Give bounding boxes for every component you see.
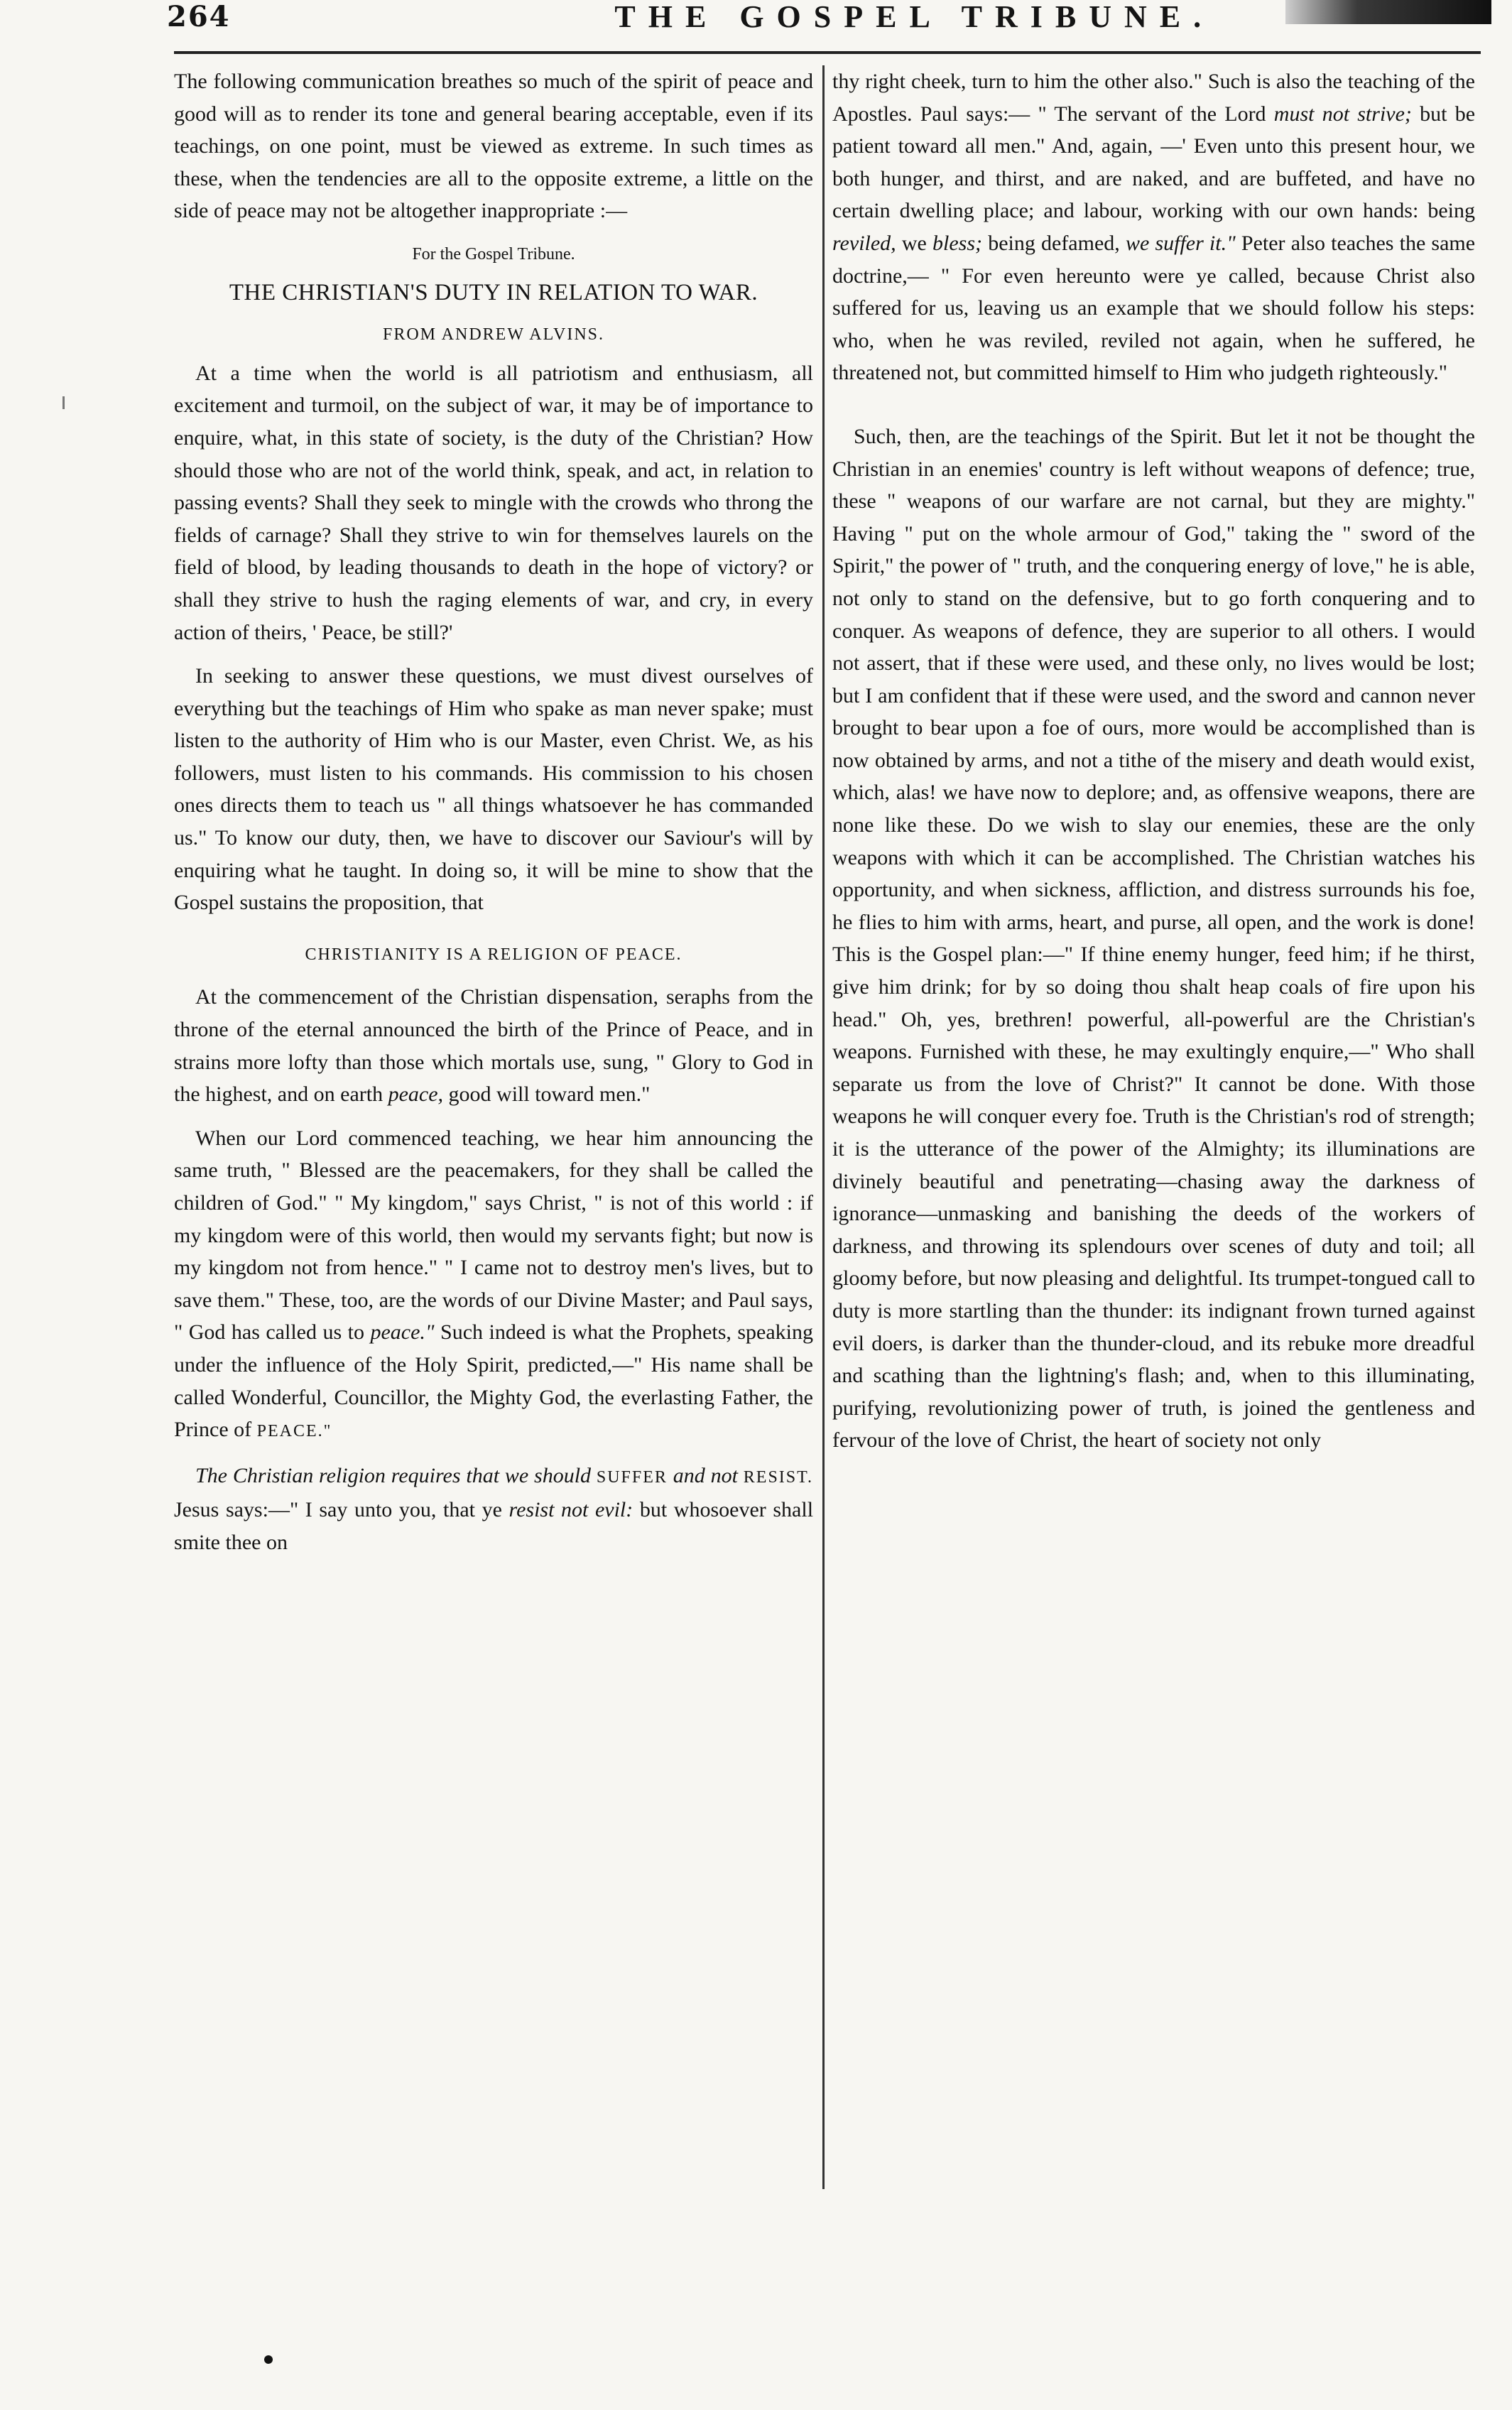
r-p1-a: thy right cheek, turn to him the other also." Such is also the teaching of the Apostles. Paul says:— " The servant of the Lord	[832, 70, 1475, 126]
p5-and-not: and not	[673, 1463, 738, 1487]
p5-resist-not: resist not evil:	[508, 1498, 633, 1522]
paragraph-2: In seeking to answer these questions, we must divest ourselves of everything but the teachings of Him who spake as man never spake; must listen to the authority of Him who is our Master, even Christ. We, as his followers, must listen to his commands. His commission to his chosen ones directs them to teach us " all things whatsoever he has commanded us." To know our duty, then, we have to discover our Saviour's will by enquiring what he taught. In doing so, it will be mine to show that the Gospel sustains the proposition, that	[174, 664, 813, 915]
p3-peace: peace,	[388, 1082, 444, 1107]
r-p1-must: must not strive;	[1273, 102, 1412, 126]
r-p1-c: being defamed,	[988, 231, 1120, 255]
p5-resist: RESIST.	[743, 1467, 814, 1487]
p4-final: PEACE."	[256, 1422, 332, 1441]
left-column	[174, 65, 813, 1570]
p3-end: good will toward men."	[448, 1082, 651, 1107]
masthead-rule	[174, 51, 1481, 54]
paragraph-1: At a time when the world is all patriotism and enthusiasm, all excitement and turmoil, on the subject of war, it may be of importance to enquire, what, in this state of society, is the duty of the Christian? How should those who are not of the world think, speak, and act, in relation to passing events? Shall they seek to mingle with the crowds who throng the fields of carnage? Shall they strive to win for themselves laurels on the field of blood, by leading thousands to death in the hope of victory? or shall they strive to hush the raging elements of war, and cry, in every action of theirs, ' Peace, be still?'	[174, 361, 813, 644]
margin-mark	[62, 396, 65, 409]
ink-dot	[264, 2355, 273, 2364]
r-p1-we: we	[901, 231, 927, 255]
publication-title: THE GOSPEL TRIBUNE.	[614, 0, 1214, 34]
p4-end: Such indeed is what the Prophets, speaking under the influence of the Holy Spirit, predicted,—" His name shall be called Wonderful, Councillor, the Mighty God, the everlasting Father, the Prince of	[174, 1320, 814, 1442]
editor-intro: The following communication breathes so much of the spirit of peace and good will as to render its tone and general bearing acceptable, even if its teachings, on one point, must be viewed as extreme. In such times as these, when the tendencies are all to the opposite extreme, a little on the side of peace may not be altogether inappropriate :—	[174, 70, 813, 223]
paragraph-3	[174, 981, 813, 1110]
p5-ye: ye	[482, 1498, 502, 1522]
p5-main: Jesus says:—" I say unto you, that	[174, 1498, 475, 1522]
p4-peace: peace."	[370, 1320, 435, 1345]
r-p1-b: but be patient toward all men." And, again, —' Even unto this present hour, we both hunger, and thirst, and are naked, and are buffeted, and have no certain dwelling place; and labour, working with our own hands: being	[832, 102, 1476, 223]
paragraph-5	[174, 1460, 813, 1559]
r-p1-d: Peter also teaches the same doctrine,— " For even hereunto were ye called, because Christ also suffered for us, leaving us an example that we should follow his steps: who, when he was reviled, reviled not again, when he suffered, he threatened not, but committed himself to Him who judgeth righteously."	[832, 231, 1476, 385]
p5-suffer: SUFFER	[596, 1467, 668, 1487]
byline: FROM ANDREW ALVINS.	[382, 325, 605, 344]
right-paragraph-2: Such, then, are the teachings of the Spirit. But let it not be thought the Christian in an enemies' country is left without weapons of defence; true, these " weapons of our warfare are not carnal, but they are mighty." Having " put on the whole armour of God," taking the " sword of the Spirit," the power of " truth, and the conquering energy of love," he is able, not only to stand on the defensive, but to go forth conquering and to conquer. As weapons of defence, they are superior to all others. I would not assert, that if these were used, and these only, no lives would be lost; but I am confident that if these were used, and the sword and cannon never brought to bear upon a foe of ours, more would be accomplished than is now obtained by arms, and not a tithe of the misery and death would exist, which, alas! we have now to deplore; and, as offensive weapons, there are none like these. Do we wish to slay our enemies, these are the only weapons with which it can be accomplished. The Christian watches his opportunity, and when sickness, affliction, and distress surrounds his foe, he flies to him with arms, heart, and purse, all open, and the work is done! This is the Gospel plan:—" If thine enemy hunger, feed him; if he thirst, give him drink; for by so doing thou shalt heap coals of fire upon his head." Oh, yes, brethren! powerful, all-powerful are the Christian's weapons. Furnished with these, he may exultingly enquire,—" Who shall separate us from the love of Christ?" It cannot be done. With those weapons he will conquer every foe. Truth is the Christian's rod of strength; it is the utterance of the power of the Almighty; its illuminations are divinely beautiful and penetrating—chasing away the darkness of ignorance—unmasking and banishing the deeds of the workers of darkness, and throwing its splendours over scenes of duty and toil; all gloomy before, but now pleasing and delightful. Its trumpet-tongued call to duty is more startling than the thunder: its indignant frown turned against evil doers, is darker than the thunder-cloud, and its rebuke more dreadful and scathing than the lightning's flash; and, when to this illuminating, purifying, revolutionizing power of truth, is joined the gentleness and fervour of the love of Christ, the heart of society not only	[832, 424, 1475, 1453]
r-p1-bless: bless;	[932, 231, 983, 255]
r-p1-wesuffer: we suffer it."	[1125, 231, 1236, 255]
right-column	[832, 65, 1475, 1468]
p5-italic: The Christian religion requires that we should	[195, 1463, 592, 1487]
p5-end: but whosoever shall smite thee on	[174, 1498, 814, 1554]
section-subhead: CHRISTIANITY IS A RELIGION OF PEACE.	[305, 945, 682, 964]
scan-edge-shadow	[1285, 0, 1491, 24]
p3-main: At the commencement of the Christian dispensation, seraphs from the throne of the eternal announced the birth of the Prince of Peace, and in strains more lofty than those which mortals use, sung, " Glory to God in the highest, and on earth	[174, 985, 813, 1107]
page-number: 264	[167, 0, 231, 33]
p4-main: When our Lord commenced teaching, we hear him announcing the same truth, " Blessed are the peacemakers, for they shall be called the children of God." " My kingdom," says Christ, " is not of this world : if my kingdom were of this world, then would my servants fight; but now is my kingdom not from hence." " I came not to destroy men's lives, but to save them." These, too, are the words of our Divine Master; and Paul says, " God has called us to	[174, 1126, 813, 1345]
for-line: For the Gospel Tribune.	[412, 244, 575, 264]
article-title: THE CHRISTIAN'S DUTY IN RELATION TO WAR.	[229, 279, 758, 305]
r-p1-reviled: reviled,	[832, 231, 896, 255]
paragraph-4	[174, 1122, 813, 1448]
column-divider	[822, 65, 825, 2189]
masthead	[167, 0, 1491, 33]
right-paragraph-1	[832, 65, 1475, 389]
